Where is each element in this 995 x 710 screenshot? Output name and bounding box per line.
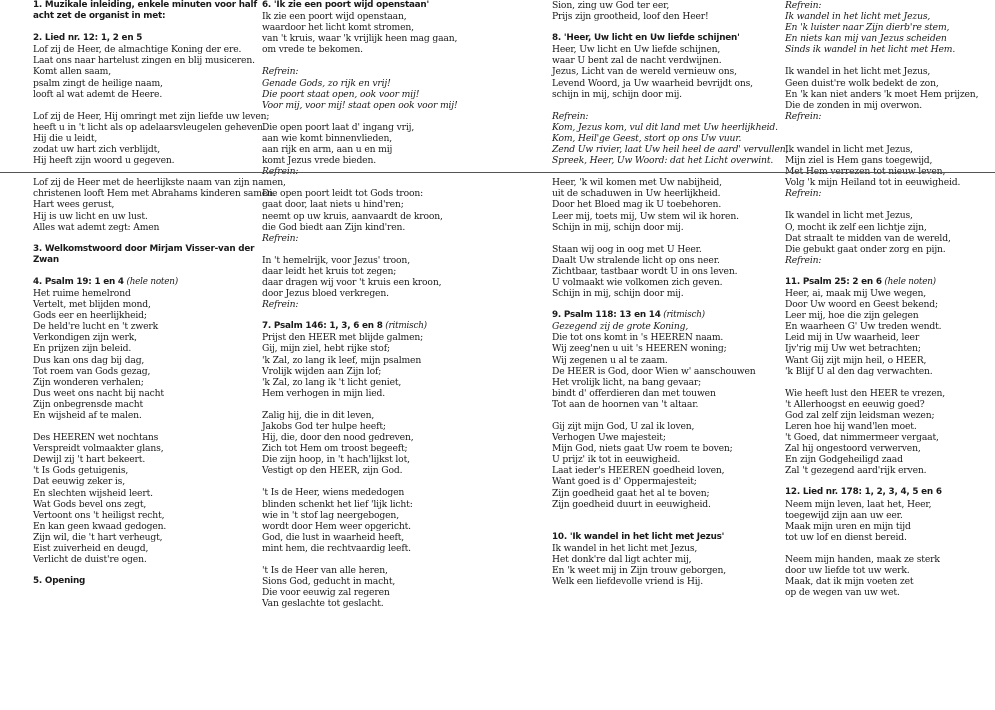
refrain-line: Voor mij, voor mij! staat open ook voor mij! <box>262 99 458 111</box>
verse-line: bindt d' offerdieren dan met touwen <box>552 387 716 399</box>
verse-line: Hart wees gerust, <box>33 199 115 211</box>
verse-line: Prijs zijn grootheid, loof den Heer! <box>552 11 709 23</box>
section-heading <box>552 532 777 543</box>
verse-line: Leer mij, toets mij, Uw stem wil ik horen. <box>552 210 739 222</box>
column-2 <box>262 0 484 609</box>
verse-line: En 'k kan niet anders 'k moet Hem prijzen, <box>785 88 979 100</box>
verse-line: Zijn onbegrensde macht <box>33 398 144 410</box>
stanza-gap <box>552 510 777 521</box>
verse-line: Zijn wonderen verhalen; <box>33 376 144 388</box>
section-heading <box>33 33 258 44</box>
verse-line: Het vrolijk licht, na bang gevaar; <box>552 376 702 388</box>
verse-line: looft al wat ademt de Heere. <box>33 88 163 100</box>
verse-line: zodat uw hart zich verblijdt, <box>33 144 160 156</box>
heading-text: 11. Psalm 25: 2 en 6 <box>785 276 882 287</box>
stanza-gap <box>262 554 484 565</box>
verse-line: Door Uw woord en Geest bekend; <box>785 299 938 311</box>
verse-line: op de wegen van uw wet. <box>785 587 900 599</box>
stanza-gap <box>785 133 990 144</box>
verse-line: Hij is uw licht en uw lust. <box>33 210 148 222</box>
verse-line: God zal zelf zijn leidsman wezen; <box>785 409 935 421</box>
section-heading <box>785 487 990 498</box>
verse-line: Die open poort laat d' ingang vrij, <box>262 121 415 133</box>
verse-line: Die open poort leidt tot Gods troon: <box>262 188 424 200</box>
verse-line: Jezus, Licht van de wereld vernieuw ons, <box>552 66 737 78</box>
verse-line: Tot roem van Gods gezag, <box>33 365 151 377</box>
heading-text: 5. Opening <box>33 576 86 587</box>
refrain-line: Ik wandel in het licht met Jezus, <box>785 11 931 23</box>
section-heading <box>33 576 258 587</box>
stanza-gap <box>262 111 484 122</box>
stanza-gap <box>552 521 777 532</box>
verse-line: En waarheen G' Uw treden wendt. <box>785 321 942 333</box>
verse-line: Dat eeuwig zeker is, <box>33 476 126 488</box>
heading-text: 4. Psalm 19: 1 en 4 <box>33 276 124 287</box>
verse-line: 't Is de Heer van alle heren, <box>262 565 388 577</box>
verse-line: wordt door Hem weer opgericht. <box>262 520 411 532</box>
verse-line: Wij zegenen u al te zaam. <box>552 354 668 366</box>
verse-line: Hij, die, door den nood gedreven, <box>262 432 414 444</box>
verse-line: Leid mij in Uw waarheid, leer <box>785 332 920 344</box>
verse-line: Gods eer en heerlijkheid; <box>33 310 147 322</box>
verse-line: En prijzen zijn beleid. <box>33 343 132 355</box>
verse-line: toegewijd zijn aan uw eer. <box>785 509 903 521</box>
stanza-gap <box>785 122 990 133</box>
refrain-line: Refrein: <box>785 254 822 266</box>
verse-line: Neem mijn leven, laat het, Heer, <box>785 498 932 510</box>
stanza-gap <box>262 399 484 410</box>
verse-line: schijn in mij, schijn door mij. <box>552 88 682 100</box>
verse-line: Van geslachte tot geslacht. <box>262 598 384 610</box>
section-heading <box>33 277 258 288</box>
verse-line: Des HEEREN wet nochtans <box>33 432 159 444</box>
heading-note: (ritmisch) <box>382 321 427 332</box>
refrain-line: Gezegend zij de grote Koning, <box>552 321 689 333</box>
verse-line: aan rijk en arm, aan u en mij <box>262 144 393 156</box>
verse-line: Wie heeft lust den HEER te vrezen, <box>785 387 946 399</box>
verse-line: Want goed is d' Oppermajesteit; <box>552 476 697 488</box>
refrain-line: Refrein: <box>262 166 299 178</box>
verse-line: psalm zingt de heilige naam, <box>33 77 163 89</box>
verse-line: Dat straalt te midden van de wereld, <box>785 232 951 244</box>
verse-line: Gij, mijn ziel, hebt rijke stof; <box>262 343 390 355</box>
verse-line: wie in 't stof lag neergebogen, <box>262 509 399 521</box>
verse-line: Sion, zing uw God ter eer, <box>552 0 670 11</box>
verse-line: Sions God, geducht in macht, <box>262 576 396 588</box>
verse-line: Dus weet ons nacht bij nacht <box>33 387 164 399</box>
verse-line: En 'k weet mij in Zijn trouw geborgen, <box>552 565 727 577</box>
verse-line: Jakobs God ter hulpe heeft; <box>262 421 386 432</box>
verse-line: Die zijn hoop, in 't hach'lijkst lot, <box>262 454 410 466</box>
verse-line: waar U bent zal de nacht verdwijnen. <box>552 55 722 67</box>
verse-line: 't Is Gods getuigenis, <box>33 465 129 477</box>
verse-line: gaat door, laat niets u hind'ren; <box>262 199 404 211</box>
verse-line: Prijst den HEER met blijde galmen; <box>262 332 424 344</box>
section-heading <box>262 0 484 11</box>
verse-line: Met Hem verrezen tot nieuw leven, <box>785 166 946 178</box>
verse-line: In 't hemelrijk, voor Jezus' troon, <box>262 254 410 266</box>
verse-line: Zichtbaar, tastbaar wordt U in ons leven. <box>552 265 738 277</box>
verse-line: Laat ieder's HEEREN goedheid loven, <box>552 465 725 477</box>
verse-line: Lof zij de Heer, Hij omringt met zijn liefde uw leven; <box>33 110 270 122</box>
section-heading <box>552 33 777 44</box>
verse-line: Wat Gods bevel ons zegt, <box>33 498 147 510</box>
stanza-gap <box>552 299 777 310</box>
stanza-gap <box>785 55 990 66</box>
heading-text: 1. Muzikale inleiding, enkele minuten voor half <box>33 0 257 10</box>
stanza-gap <box>33 22 258 33</box>
refrain-line: Refrein: <box>552 110 589 122</box>
verse-line: Lof zij de Heer, de almachtige Koning der ere. <box>33 44 242 56</box>
section-heading <box>33 0 258 11</box>
verse-line: daar leidt het kruis tot zegen; <box>262 265 397 277</box>
verse-line: Komt allen saam, <box>33 66 112 78</box>
stanza-gap <box>262 177 484 188</box>
verse-line: om vrede te bekomen. <box>262 44 363 56</box>
stanza-gap <box>785 266 990 277</box>
verse-line: Die gebukt gaat onder zorg en pijn. <box>785 243 946 255</box>
stanza-gap <box>33 565 258 576</box>
verse-line: Ik zie een poort wijd openstaan, <box>262 11 407 23</box>
refrain-line: En 'k luister naar Zijn dierb're stem, <box>785 22 950 34</box>
column-4 <box>785 0 990 598</box>
refrain-line: Refrein: <box>785 188 822 200</box>
verse-line: Schijn in mij, schijn door mij. <box>552 288 684 300</box>
refrain-line: Spreek, Heer, Uw Woord: dat het Licht overwint. <box>552 155 774 167</box>
section-heading <box>33 255 258 266</box>
verse-line: Dewijl zij 't hart bekeert. <box>33 454 146 466</box>
verse-line: christenen looft Hem met Abrahams kinderen samen. <box>33 188 276 200</box>
heading-text: 10. 'Ik wandel in het licht met Jezus' <box>552 531 725 542</box>
verse-line: Verspreidt volmaakter glans, <box>33 443 164 455</box>
verse-line: Het donk're dal ligt achter mij, <box>552 553 692 565</box>
heading-text: 7. Psalm 146: 1, 3, 6 en 8 <box>262 321 383 332</box>
verse-line: komt Jezus vrede bieden. <box>262 155 377 167</box>
verse-line: Hij heeft zijn woord u gegeven. <box>33 155 175 167</box>
verse-line: Ik wandel in licht met Jezus, <box>785 143 913 155</box>
verse-line: Geen duist're wolk bedekt de zon, <box>785 77 939 89</box>
stanza-gap <box>785 476 990 487</box>
verse-line: Laat ons naar hartelust zingen en blij musiceren. <box>33 55 255 67</box>
verse-line: Ik wandel in het licht met Jezus, <box>552 542 698 554</box>
stanza-gap <box>552 100 777 111</box>
heading-text: Zwan <box>33 254 59 265</box>
verse-line: 'k Blijf U al den dag verwachten. <box>785 365 933 377</box>
fold-line <box>0 172 995 173</box>
section-heading <box>33 11 258 22</box>
verse-line: Heer, ai, maak mij Uwe wegen, <box>785 287 927 299</box>
verse-line: Eist zuiverheid en deugd, <box>33 543 149 555</box>
refrain-line: Zend Uw rivier, laat Uw heil heel de aard' vervullen, <box>552 144 789 156</box>
verse-line: O, mocht ik zelf een lichtje zijn, <box>785 221 927 233</box>
refrain-line: Refrein: <box>262 299 299 311</box>
heading-text: 2. Lied nr. 12: 1, 2 en 5 <box>33 33 143 44</box>
stanza-gap <box>33 233 258 244</box>
verse-line: En slechten wijsheid leert. <box>33 487 153 499</box>
verse-line: die God biedt aan Zijn kind'ren. <box>262 221 406 233</box>
heading-text: 8. 'Heer, Uw licht en Uw liefde schijnen' <box>552 33 740 44</box>
verse-line: heeft u in 't licht als op adelaarsvleugelen geheven. <box>33 121 266 133</box>
verse-line: De HEER is God, door Wien w' aanschouwen <box>552 365 756 377</box>
section-heading <box>33 244 258 255</box>
verse-line: 't Goed, dat nimmermeer vergaat, <box>785 432 939 444</box>
section-heading <box>552 310 777 321</box>
verse-line: Mijn ziel is Hem gans toegewijd, <box>785 155 933 167</box>
verse-line: God, die lust in waarheid heeft, <box>262 531 405 543</box>
verse-line: Ik wandel in licht met Jezus, <box>785 210 913 222</box>
verse-line: Vrolijk wijden aan Zijn lof; <box>262 365 382 377</box>
stanza-gap <box>785 199 990 210</box>
verse-line: Leren hoe hij wand'len moet. <box>785 421 917 432</box>
verse-line: En zijn Godgeheiligd zaad <box>785 454 903 466</box>
refrain-line: En niets kan mij van Jezus scheiden <box>785 33 947 45</box>
verse-line: Ik wandel in het licht met Jezus, <box>785 66 931 78</box>
verse-line: Vertoont ons 't heiligst recht, <box>33 509 165 521</box>
verse-line: Verkondigen zijn werk, <box>33 332 137 344</box>
verse-line: 'k Zal, zo lang ik 't licht geniet, <box>262 376 402 388</box>
verse-line: Die voor eeuwig zal regeren <box>262 587 390 599</box>
verse-line: blinden schenkt het lief 'lijk licht: <box>262 498 413 510</box>
refrain-line: Kom, Jezus kom, vul dit land met Uw heerlijkheid. <box>552 121 778 133</box>
verse-line: van 't kruis, waar 'k vrijlijk heen mag gaan, <box>262 33 458 45</box>
verse-line: Tot aan de hoornen van 't altaar. <box>552 398 699 410</box>
verse-line: Neem mijn handen, maak ze sterk <box>785 553 940 565</box>
verse-line: Leer mij, hoe die zijn gelegen <box>785 310 919 322</box>
stanza-gap <box>33 266 258 277</box>
verse-line: 'k Zal, zo lang ik leef, mijn psalmen <box>262 354 422 366</box>
verse-line: aan wie komt binnenvlieden, <box>262 132 392 144</box>
verse-line: En wijsheid af te malen. <box>33 410 142 421</box>
verse-line: Zal 't gezegend aard'rijk erven. <box>785 465 927 477</box>
verse-line: Staan wij oog in oog met U Heer. <box>552 243 702 255</box>
stanza-gap <box>785 543 990 554</box>
verse-line: U prijz' ik tot in eeuwigheid. <box>552 454 681 466</box>
verse-line: Lof zij de Heer met de heerlijkste naam van zijn namen, <box>33 177 286 189</box>
verse-line: 't Is de Heer, wiens mededogen <box>262 487 405 499</box>
heading-text: acht zet de organist in met: <box>33 11 166 22</box>
verse-line: Heer, 'k wil komen met Uw nabijheid, <box>552 177 722 189</box>
heading-text: 12. Lied nr. 178: 1, 2, 3, 4, 5 en 6 <box>785 487 942 498</box>
section-heading <box>262 321 484 332</box>
refrain-line: Sinds ik wandel in het licht met Hem. <box>785 44 956 56</box>
verse-line: Vertelt, met blijden mond, <box>33 299 151 311</box>
verse-line: Door het Bloed mag ik U toebehoren. <box>552 199 722 211</box>
verse-line: mint hem, die rechtvaardig leeft. <box>262 542 411 554</box>
refrain-line: Die poort staat open, ook voor mij! <box>262 88 420 100</box>
verse-line: Ijv'rig mij Uw wet betrachten; <box>785 343 921 355</box>
stanza-gap <box>262 244 484 255</box>
verse-line: Zijn wil, die 't hart verheugt, <box>33 531 163 543</box>
verse-line: Heer, Uw licht en Uw liefde schijnen, <box>552 44 721 56</box>
refrain-line: Genade Gods, zo rijk en vrij! <box>262 77 391 89</box>
heading-note: (hele noten) <box>881 276 936 287</box>
verse-line: U volmaakt wie volkomen zich geven. <box>552 276 723 288</box>
verse-line: daar dragen wij voor 't kruis een kroon, <box>262 276 442 288</box>
heading-note: (hele noten) <box>123 276 178 287</box>
verse-line: uit de schaduwen in Uw heerlijkheid. <box>552 188 721 200</box>
verse-line: Zijn goedheid duurt in eeuwigheid. <box>552 498 711 510</box>
stanza-gap <box>262 310 484 321</box>
verse-line: Die de zonden in mij overwon. <box>785 99 922 111</box>
verse-line: waardoor het licht komt stromen, <box>262 22 414 34</box>
verse-line: Verlicht de duist're ogen. <box>33 554 147 566</box>
verse-line: Gij zijt mijn God, U zal ik loven, <box>552 421 695 432</box>
verse-line: Maak, dat ik mijn voeten zet <box>785 576 914 588</box>
refrain-line: Refrein: <box>262 232 299 244</box>
verse-line: Verhogen Uwe majesteit; <box>552 432 666 444</box>
stanza-gap <box>552 410 777 421</box>
refrain-line: Kom, Heil'ge Geest, stort op ons Uw vuur. <box>552 132 742 144</box>
verse-line: Zalig hij, die in dit leven, <box>262 409 375 421</box>
verse-line: door uw liefde tot uw werk. <box>785 565 910 577</box>
stanza-gap <box>552 22 777 33</box>
stanza-gap <box>785 377 990 388</box>
verse-line: tot uw lof en dienst bereid. <box>785 531 907 543</box>
verse-line: Levend Woord, ja Uw waarheid bevrijdt ons, <box>552 77 753 89</box>
verse-line: Zich tot Hem om troost begeeft; <box>262 443 408 455</box>
verse-line: Schijn in mij, schijn door mij. <box>552 221 684 233</box>
stanza-gap <box>552 233 777 244</box>
verse-line: De held're lucht en 't zwerk <box>33 321 159 333</box>
verse-line: Hij die u leidt, <box>33 132 98 144</box>
verse-line: Daalt Uw stralende licht op ons neer. <box>552 254 720 266</box>
verse-line: Volg 'k mijn Heiland tot in eeuwigheid. <box>785 177 961 189</box>
verse-line: Dus kan ons dag bij dag, <box>33 354 145 366</box>
verse-line: Vestigt op den HEER, zijn God. <box>262 465 403 477</box>
verse-line: Welk een liefdevolle vriend is Hij. <box>552 576 703 588</box>
verse-line: neemt op uw kruis, aanvaardt de kroon, <box>262 210 443 222</box>
section-heading <box>785 277 990 288</box>
heading-text: 6. 'Ik zie een poort wijd openstaan' <box>262 0 429 10</box>
verse-line: Het ruime hemelrond <box>33 287 131 299</box>
verse-line: Zijn goedheid gaat het al te boven; <box>552 487 710 499</box>
stanza-gap <box>262 55 484 66</box>
verse-line: 't Allerhoogst en eeuwig goed? <box>785 398 925 410</box>
verse-line: Die tot ons komt in 's HEEREN naam. <box>552 332 724 344</box>
heading-note: (ritmisch) <box>660 310 705 321</box>
verse-line: Mijn God, niets gaat Uw roem te boven; <box>552 443 733 455</box>
verse-line: Want Gij zijt mijn heil, o HEER, <box>785 354 927 366</box>
verse-line: Hem verhogen in mijn lied. <box>262 387 386 399</box>
heading-text: 3. Welkomstwoord door Mirjam Visser-van der <box>33 243 255 254</box>
verse-line: Maak mijn uren en mijn tijd <box>785 520 911 532</box>
column-3 <box>552 0 789 588</box>
verse-line: door Jezus bloed verkregen. <box>262 288 389 300</box>
refrain-line: Refrein: <box>785 0 822 11</box>
stanza-gap <box>33 421 258 432</box>
verse-line: Wij zeeg'nen u uit 's HEEREN woning; <box>552 343 727 355</box>
verse-line: En kan geen kwaad gedogen. <box>33 520 167 532</box>
heading-text: 9. Psalm 118: 13 en 14 <box>552 310 661 321</box>
stanza-gap <box>262 476 484 487</box>
verse-line: Alles wat ademt zegt: Amen <box>33 221 160 233</box>
verse-line: Zal hij ongestoord verwerven, <box>785 443 921 455</box>
refrain-line: Refrein: <box>262 66 299 78</box>
refrain-line: Refrein: <box>785 110 822 122</box>
stanza-gap <box>33 100 258 111</box>
